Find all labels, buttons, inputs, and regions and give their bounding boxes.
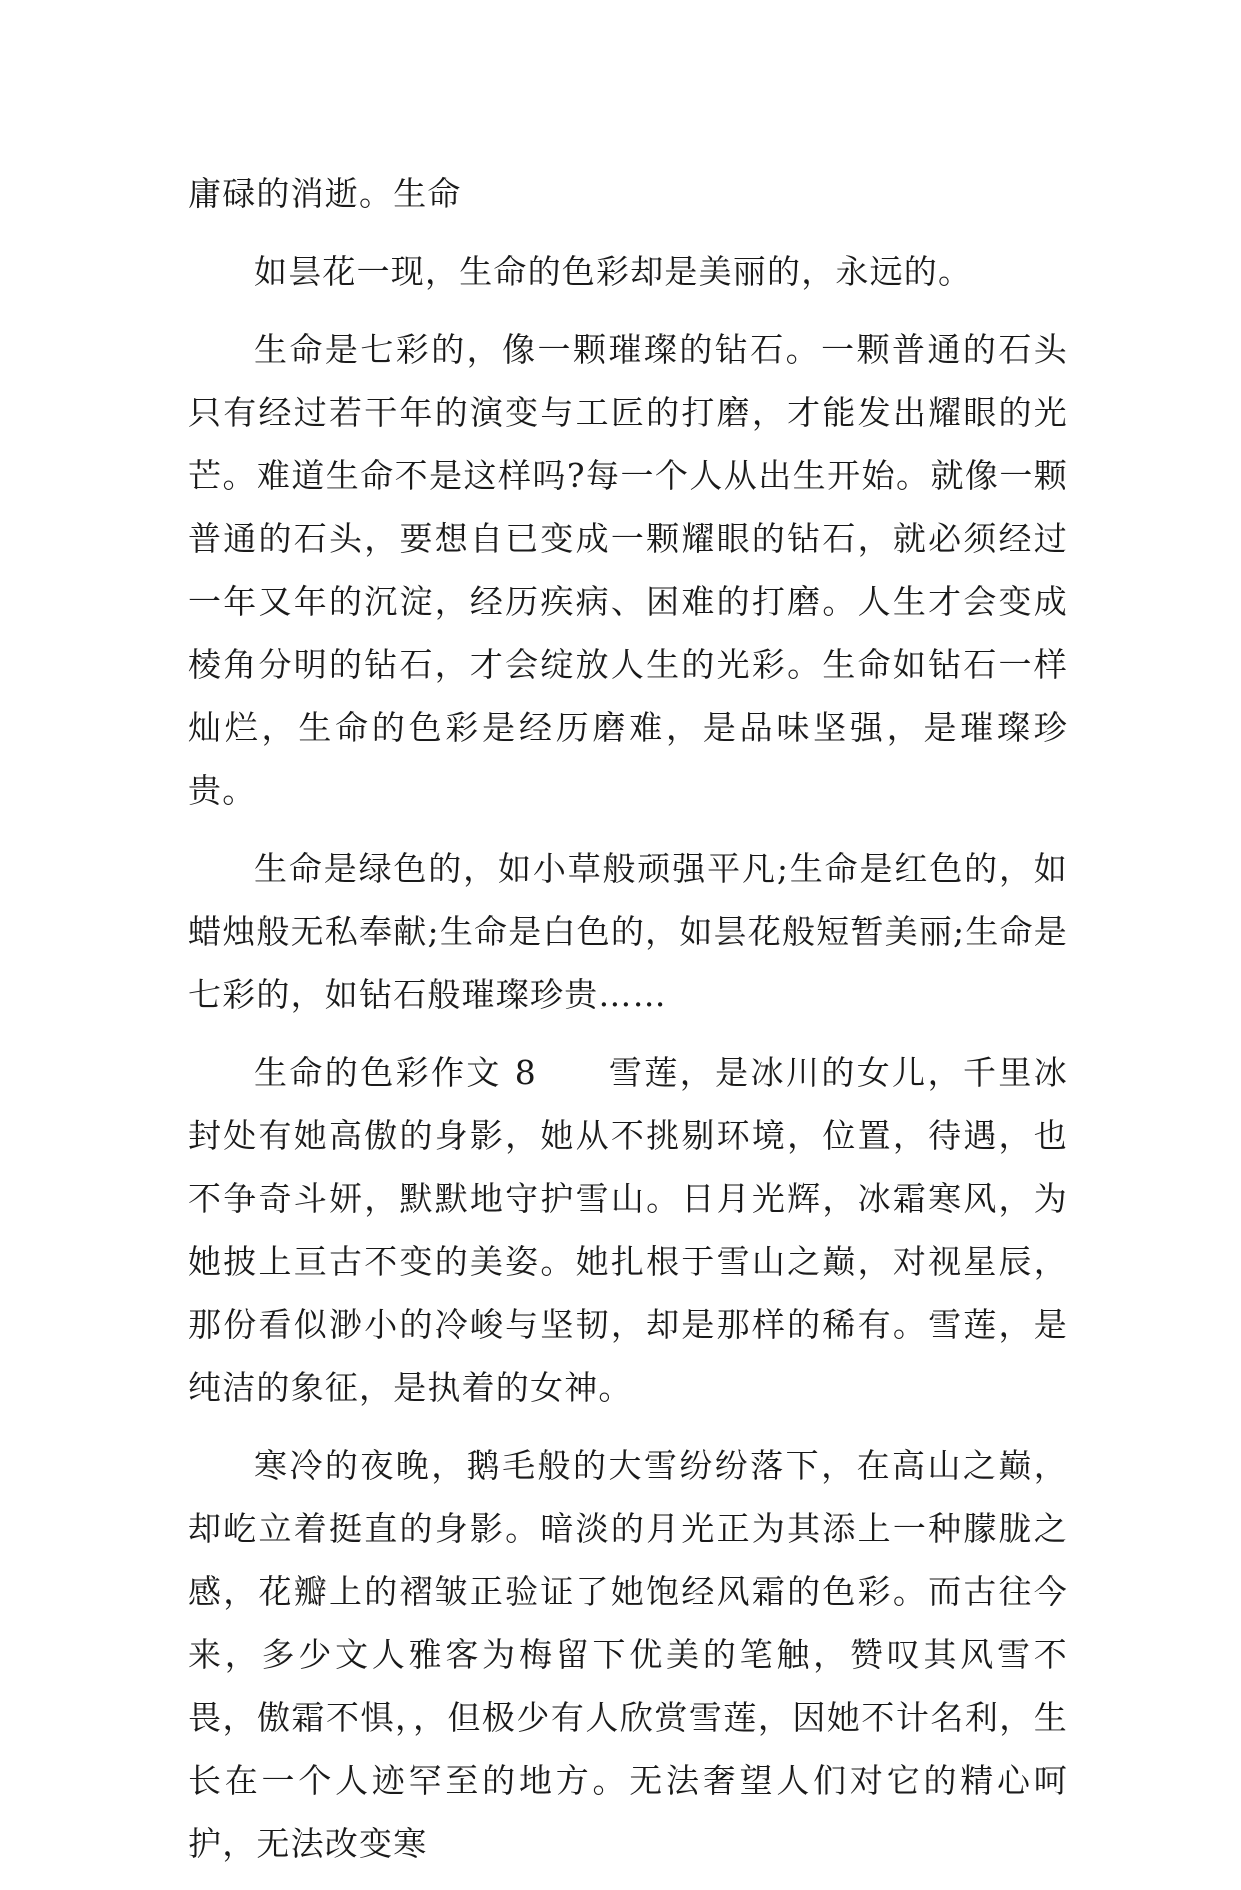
paragraph-5: 生命的色彩作文 8 雪莲，是冰川的女儿，千里冰封处有她高傲的身影，她从不挑剔环境，位置，待遇，也不争奇斗妍，默默地守护雪山。日月光辉，冰霜寒风，为她披上亘古不变的美姿。她扎根于雪山之巅，对视星辰，那份看似渺小的冷峻与坚韧，却是那样的稀有。雪莲，是纯洁的象征，是执着的女神。 (188, 1053, 1068, 1407)
paragraph-4: 生命是绿色的，如小草般顽强平凡;生命是红色的，如蜡烛般无私奉献;生命是白色的，如昙花般短暂美丽;生命是七彩的，如钻石般璀璨珍贵…… (188, 849, 1068, 1014)
paragraph-3: 生命是七彩的，像一颗璀璨的钻石。一颗普通的石头只有经过若干年的演变与工匠的打磨，才能发出耀眼的光芒。难道生命不是这样吗?每一个人从出生开始。就像一颗普通的石头，要想自已变成一颗耀眼的钻石，就必须经过一年又年的沉淀，经历疾病、困难的打磨。人生才会变成棱角分明的钻石，才会绽放人生的光彩。生命如钻石一样灿烂，生命的色彩是经历磨难，是品味坚强，是璀璨珍贵。 (188, 330, 1068, 810)
article-body (188, 162, 1068, 1890)
paragraph-6: 寒冷的夜晚，鹅毛般的大雪纷纷落下，在高山之巅，却屹立着挺直的身影。暗淡的月光正为其添上一种朦胧之感，花瓣上的褶皱正验证了她饱经风霜的色彩。而古往今来，多少文人雅客为梅留下优美的笔触，赞叹其风雪不畏，傲霜不惧，，但极少有人欣赏雪莲，因她不计名利，生长在一个人迹罕至的地方。无法奢望人们对它的精心呵护，无法改变寒 (188, 1446, 1068, 1863)
paragraph-1: 庸碌的消逝。生命 (188, 174, 462, 213)
paragraph-2: 如昙花一现，生命的色彩却是美丽的，永远的。 (254, 252, 973, 291)
